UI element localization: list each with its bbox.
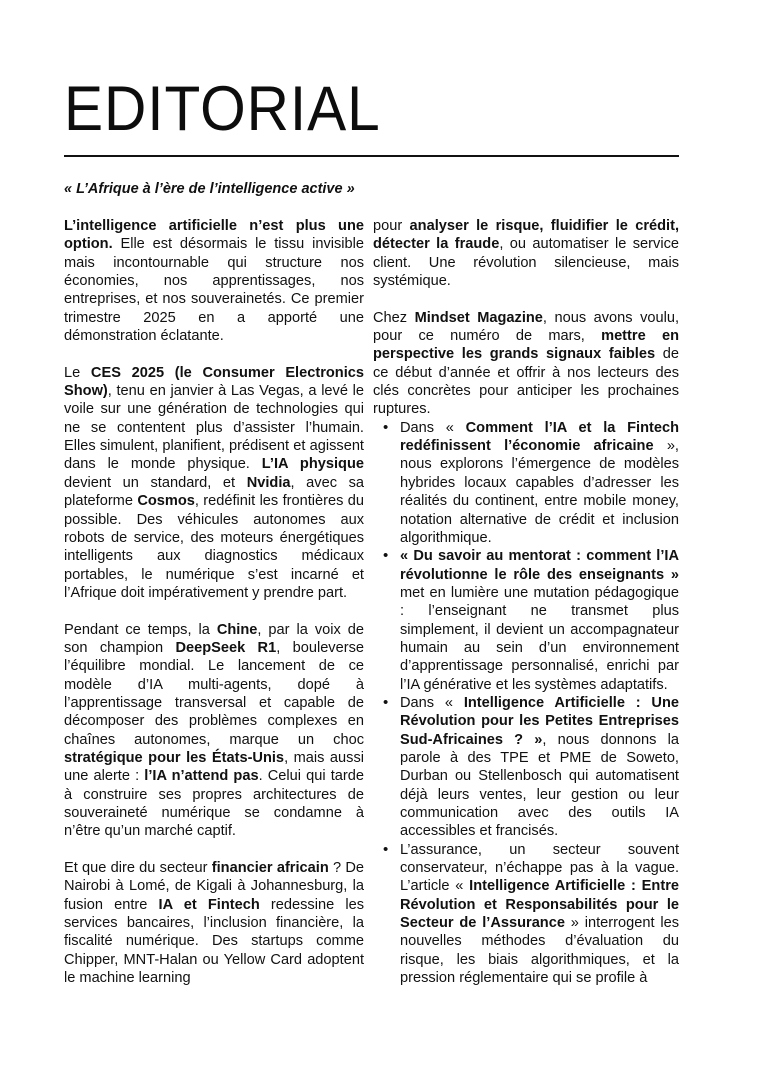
list-item: • L’assurance, un secteur souvent conservateur, n’échappe pas à la vague. L’article « Intelligence Artificielle : Entre Révolution et Responsabilités pour le Secteur de l’Assurance » interrogent les nouvelles méthodes d’évaluation du risque, les biais algorithmiques, et la pression réglementaire qui se profile à (373, 841, 679, 988)
list-item: • « Du savoir au mentorat : comment l’IA révolutionne le rôle des enseignants » met en lumière une mutation pédagogique : l’enseignant ne transmet plus simplement, il devient un accompagnateur humain au sein d’un environnement d’apprentissage personnalisé, enrichi par l’IA générative et les systèmes adaptatifs. (373, 547, 679, 694)
paragraph-fintech-continued: pour analyser le risque, fluidifier le crédit, détecter la fraude, ou automatiser le service client. Une révolution silencieuse, mais systémique. (373, 218, 679, 290)
paragraph-mindset-magazine: Chez Mindset Magazine, nous avons voulu, pour ce numéro de mars, mettre en perspective les grands signaux faibles de ce début d’année et offrir à nos lecteurs des clés concrètes pour anticiper les prochaines ruptures. (373, 309, 680, 418)
list-item: • Dans « Intelligence Artificielle : Une Révolution pour les Petites Entreprises Sud-Africaines ? », nous donnons la parole à des TPE et PME de Soweto, Durban ou Stellenbosch qui automatisent déjà leurs ventes, leur gestion ou leur communication avec des outils IA accessibles et francisés. (373, 694, 679, 841)
paragraph-ces-2025: Le CES 2025 (le Consumer Electronics Show), tenu en janvier à Las Vegas, a levé le voile sur une génération de technologies qui ne se contentent plus d’assister l’humain. Elles simulent, planifient, prédisent et agissent dans le monde physique. L’IA physique devient un standard, et Nvidia, avec sa plateforme Cosmos, redéfinit les frontières du possible. Des véhicules autonomes aux robots de service, des moteurs énergétiques intelligents aux diagnostics médicaux portables, le numérique s’est incarné et l’Afrique doit impérativement y prendre part. (64, 364, 365, 601)
paragraph-china-deepseek: Pendant ce temps, la Chine, par la voix de son champion DeepSeek R1, bouleverse l’équilibre mondial. Le lancement de ce modèle d’IA multi-agents, dopé à l’apprentissage transversal et capable de décomposer des problèmes complexes en chaînes autonomes, marque un choc stratégique pour les États-Unis, mais aussi une alerte : l’IA n’attend pas. Celui qui tarde à construire ses propres architectures de souveraineté numérique se condamne à n’être qu’un marché captif. (64, 621, 365, 840)
left-column (64, 217, 364, 1006)
title-divider (64, 155, 679, 157)
articles-list (373, 419, 679, 988)
editorial-subtitle: « L’Afrique à l’ère de l’intelligence active » (64, 181, 355, 197)
right-column (373, 217, 679, 987)
paragraph-african-finance: Et que dire du secteur financier africain ? De Nairobi à Lomé, de Kigali à Johannesburg, la fusion entre IA et Fintech redessine les services bancaires, l’inclusion financière, la fiscalité numérique. Des startups comme Chipper, MNT-Halan ou Yellow Card adoptent le machine learning (64, 860, 364, 987)
list-item: • Dans « Comment l’IA et la Fintech redéfinissent l’économie africaine », nous explorons l’émergence de modèles hybrides locaux capables d’adresser les réalités du continent, entre mobile money, notation alternative de crédit et inclusion algorithmique. (373, 419, 679, 547)
paragraph-ai-intro: L’intelligence artificielle n’est plus une option. Elle est désormais le tissu invisible mais incontournable qui structure nos économies, nos apprentissages, nos entreprises, et nos souverainetés. Ce premier trimestre 2025 en a apporté une démonstration éclatante. (64, 218, 364, 345)
page-title: EDITORIAL (64, 74, 381, 144)
